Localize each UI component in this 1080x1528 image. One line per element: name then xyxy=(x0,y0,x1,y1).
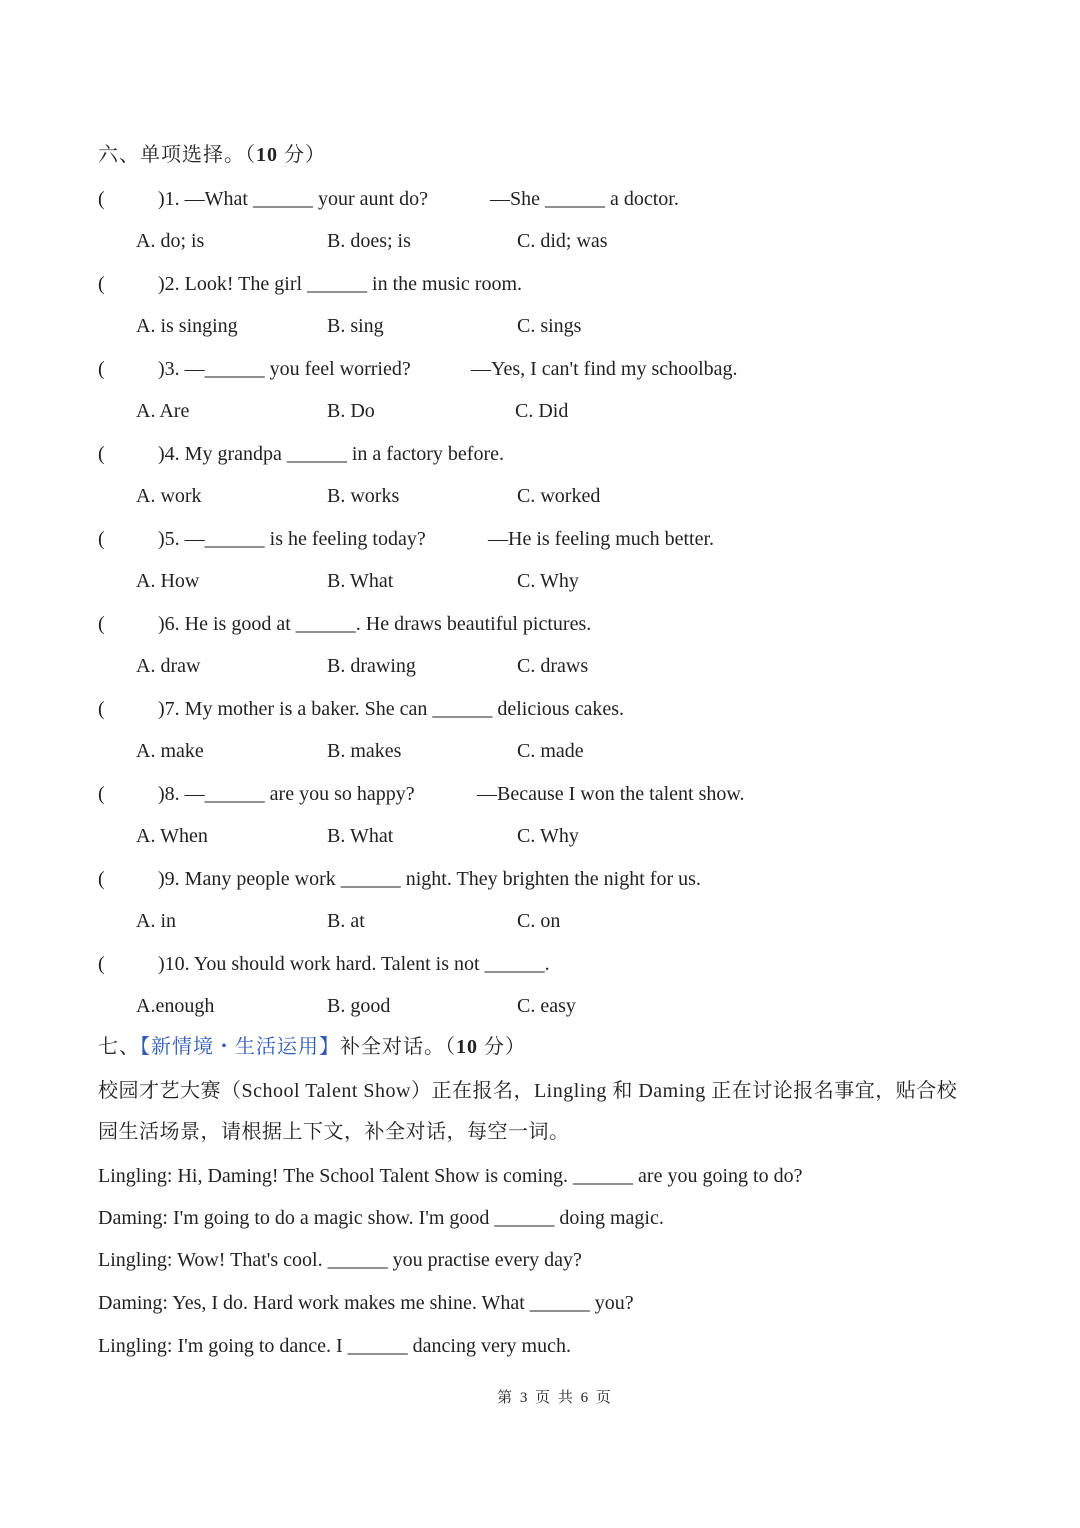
question-text: )10. You should work hard. Talent is not ______. xyxy=(158,953,550,975)
answer-paren[interactable]: ( xyxy=(98,953,105,975)
option-a: A. draw xyxy=(136,655,201,677)
section-6-heading: 六、单项选择。（10 分） xyxy=(98,144,326,166)
option-b: B. What xyxy=(327,825,394,847)
dialogue-line: Lingling: Wow! That's cool. ______ you practise every day? xyxy=(98,1249,582,1271)
option-c: C. easy xyxy=(517,995,576,1017)
option-a: A. in xyxy=(136,910,176,932)
question-reply: —Because I won the talent show. xyxy=(477,783,745,805)
option-c: C. draws xyxy=(517,655,589,677)
question-text: )3. —______ you feel worried? xyxy=(158,358,411,380)
option-a: A. work xyxy=(136,485,202,507)
option-b: B. does; is xyxy=(327,230,411,252)
option-a: A. When xyxy=(136,825,208,847)
option-c: C. Why xyxy=(517,570,579,592)
question-reply: —Yes, I can't find my schoolbag. xyxy=(471,358,738,380)
question-reply: —He is feeling much better. xyxy=(488,528,715,550)
option-b: B. makes xyxy=(327,740,402,762)
option-c: C. sings xyxy=(517,315,582,337)
option-a: A. do; is xyxy=(136,230,205,252)
option-b: B. Do xyxy=(327,400,375,422)
option-c: C. worked xyxy=(517,485,601,507)
intro-line: 校园才艺大赛（School Talent Show）正在报名，Lingling 和 Daming 正在讨论报名事宜，贴合校 xyxy=(98,1080,958,1102)
section-7-heading: 七、【新情境・生活运用】补全对话。（10 分） xyxy=(98,1036,526,1058)
option-b: B. sing xyxy=(327,315,384,337)
answer-paren[interactable]: ( xyxy=(98,443,105,465)
answer-paren[interactable]: ( xyxy=(98,698,105,720)
question-text: )9. Many people work ______ night. They brighten the night for us. xyxy=(158,868,701,890)
context-tag: 【新情境・生活运用】 xyxy=(140,1036,340,1058)
answer-paren[interactable]: ( xyxy=(98,188,105,210)
answer-paren[interactable]: ( xyxy=(98,273,105,295)
question-text: )6. He is good at ______. He draws beautiful pictures. xyxy=(158,613,592,635)
option-a: A.enough xyxy=(136,995,215,1017)
dialogue-line: Daming: Yes, I do. Hard work makes me shine. What ______ you? xyxy=(98,1292,634,1314)
answer-paren[interactable]: ( xyxy=(98,868,105,890)
answer-paren[interactable]: ( xyxy=(98,613,105,635)
question-text: )5. —______ is he feeling today? xyxy=(158,528,426,550)
option-b: B. good xyxy=(327,995,391,1017)
answer-paren[interactable]: ( xyxy=(98,528,105,550)
option-a: A. How xyxy=(136,570,200,592)
option-a: A. make xyxy=(136,740,204,762)
dialogue-line: Daming: I'm going to do a magic show. I'm good ______ doing magic. xyxy=(98,1207,664,1229)
option-c: C. Why xyxy=(517,825,579,847)
option-c: C. Did xyxy=(515,400,569,422)
answer-paren[interactable]: ( xyxy=(98,358,105,380)
question-text: )1. —What ______ your aunt do? xyxy=(158,188,428,210)
section-7-intro xyxy=(98,1071,1018,1153)
intro-line: 园生活场景，请根据上下文，补全对话，每空一词。 xyxy=(98,1121,570,1143)
question-text: )2. Look! The girl ______ in the music room. xyxy=(158,273,523,295)
option-c: C. on xyxy=(517,910,561,932)
option-b: B. works xyxy=(327,485,400,507)
question-text: )7. My mother is a baker. She can ______ delicious cakes. xyxy=(158,698,624,720)
option-c: C. did; was xyxy=(517,230,608,252)
question-text: )8. —______ are you so happy? xyxy=(158,783,415,805)
dialogue-line: Lingling: I'm going to dance. I ______ dancing very much. xyxy=(98,1335,571,1357)
option-b: B. at xyxy=(327,910,365,932)
question-text: )4. My grandpa ______ in a factory before. xyxy=(158,443,504,465)
dialogue-line: Lingling: Hi, Daming! The School Talent Show is coming. ______ are you going to do? xyxy=(98,1165,803,1187)
option-c: C. made xyxy=(517,740,584,762)
option-a: A. is singing xyxy=(136,315,238,337)
answer-paren[interactable]: ( xyxy=(98,783,105,805)
question-reply: —She ______ a doctor. xyxy=(490,188,679,210)
page-number: 第 3 页 共 6 页 xyxy=(497,1390,613,1406)
option-b: B. What xyxy=(327,570,394,592)
option-b: B. drawing xyxy=(327,655,416,677)
option-a: A. Are xyxy=(136,400,190,422)
